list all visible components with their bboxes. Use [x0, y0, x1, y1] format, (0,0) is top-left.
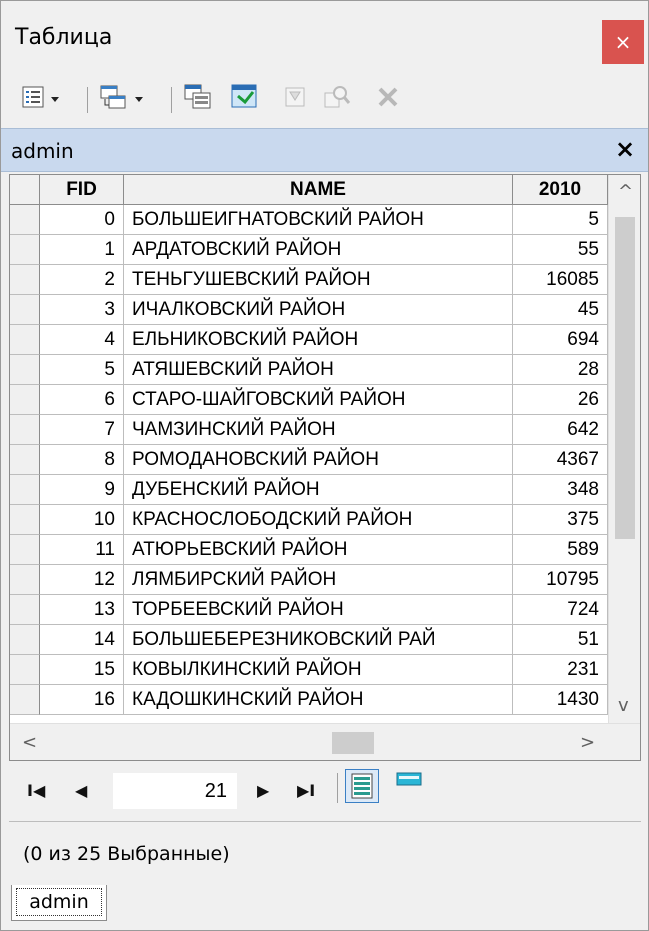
row-selector[interactable] [10, 475, 40, 505]
cell-2010[interactable]: 28 [513, 355, 608, 385]
chevron-down-icon [51, 97, 59, 102]
cell-name[interactable]: ТОРБЕЕВСКИЙ РАЙОН [124, 595, 513, 625]
cell-name[interactable]: ИЧАЛКОВСКИЙ РАЙОН [124, 295, 513, 325]
show-all-records-icon [346, 789, 378, 806]
cell-fid[interactable]: 16 [40, 685, 124, 715]
nav-separator [337, 773, 338, 803]
row-selector[interactable] [10, 415, 40, 445]
table-row[interactable] [10, 385, 608, 415]
cell-name[interactable]: БОЛЬШЕИГНАТОВСКИЙ РАЙОН [124, 205, 513, 235]
cell-fid[interactable]: 8 [40, 445, 124, 475]
row-selector[interactable] [10, 445, 40, 475]
cell-2010[interactable]: 26 [513, 385, 608, 415]
row-selector[interactable] [10, 595, 40, 625]
related-tables-icon [99, 83, 129, 116]
table-row[interactable] [10, 595, 608, 625]
horizontal-scrollbar[interactable] [10, 723, 640, 760]
show-selected-records-icon [393, 780, 425, 797]
column-header-name[interactable]: NAME [124, 175, 513, 205]
vertical-scrollbar[interactable] [608, 175, 640, 723]
title-bar [1, 1, 648, 75]
attribute-table [9, 174, 641, 761]
cell-2010[interactable]: 16085 [513, 265, 608, 295]
cell-name[interactable]: ДУБЕНСКИЙ РАЙОН [124, 475, 513, 505]
cell-2010[interactable]: 10795 [513, 565, 608, 595]
table-row[interactable] [10, 325, 608, 355]
cell-name[interactable]: ТЕНЬГУШЕВСКИЙ РАЙОН [124, 265, 513, 295]
toolbar-separator [171, 87, 172, 113]
cell-fid[interactable]: 2 [40, 265, 124, 295]
column-header-2010[interactable]: 2010 [513, 175, 608, 205]
cell-fid[interactable]: 11 [40, 535, 124, 565]
table-tab-header [1, 128, 648, 172]
cell-name[interactable]: КАДОШКИНСКИЙ РАЙОН [124, 685, 513, 715]
show-all-records-button[interactable] [345, 769, 379, 803]
cell-name[interactable]: АТЯШЕВСКИЙ РАЙОН [124, 355, 513, 385]
row-selector[interactable] [10, 295, 40, 325]
record-navigation [9, 763, 641, 819]
scroll-right-icon[interactable]: > [580, 732, 596, 753]
window-close-button[interactable]: × [602, 20, 644, 64]
current-record-input[interactable]: 21 [113, 773, 237, 809]
first-record-button[interactable]: I◀ [27, 781, 46, 800]
cell-name[interactable]: ЛЯМБИРСКИЙ РАЙОН [124, 565, 513, 595]
table-row[interactable] [10, 475, 608, 505]
related-tables-button[interactable] [99, 83, 143, 115]
horizontal-scroll-thumb[interactable] [332, 732, 374, 754]
last-record-button[interactable]: ▶I [297, 781, 316, 800]
table-row[interactable] [10, 295, 608, 325]
cell-fid[interactable]: 4 [40, 325, 124, 355]
switch-selection-icon [229, 82, 261, 117]
cell-fid[interactable]: 3 [40, 295, 124, 325]
table-row[interactable] [10, 265, 608, 295]
table-row[interactable] [10, 625, 608, 655]
row-selector[interactable] [10, 535, 40, 565]
row-selector[interactable] [10, 685, 40, 715]
select-all-cell[interactable] [10, 175, 40, 205]
column-header-fid[interactable]: FID [40, 175, 124, 205]
selection-status: (0 из 25 Выбранные) [23, 843, 230, 865]
table-row[interactable] [10, 355, 608, 385]
select-by-attributes-icon [183, 83, 213, 116]
cell-2010[interactable]: 4367 [513, 445, 608, 475]
cell-name[interactable]: БОЛЬШЕБЕРЕЗНИКОВСКИЙ РАЙ [124, 625, 513, 655]
cell-2010[interactable]: 694 [513, 325, 608, 355]
table-row[interactable] [10, 655, 608, 685]
row-selector[interactable] [10, 655, 40, 685]
select-by-attributes-button[interactable] [183, 83, 213, 115]
table-header-row [10, 175, 608, 205]
table-row[interactable] [10, 505, 608, 535]
row-selector[interactable] [10, 265, 40, 295]
cell-fid[interactable]: 10 [40, 505, 124, 535]
table-row[interactable] [10, 685, 608, 715]
vertical-scroll-thumb[interactable] [615, 217, 635, 539]
cell-name[interactable]: ЕЛЬНИКОВСКИЙ РАЙОН [124, 325, 513, 355]
delete-selected-icon [375, 84, 401, 115]
table-tab-label: admin [16, 888, 102, 916]
cell-fid[interactable]: 13 [40, 595, 124, 625]
cell-fid[interactable]: 1 [40, 235, 124, 265]
previous-record-button[interactable]: ◀ [75, 781, 88, 800]
cell-fid[interactable]: 7 [40, 415, 124, 445]
row-selector[interactable] [10, 625, 40, 655]
chevron-down-icon [135, 97, 143, 102]
switch-selection-button[interactable] [229, 83, 261, 115]
cell-2010[interactable]: 5 [513, 205, 608, 235]
zoom-to-selected-icon [323, 83, 351, 116]
row-selector[interactable] [10, 205, 40, 235]
cell-name[interactable]: РОМОДАНОВСКИЙ РАЙОН [124, 445, 513, 475]
toolbar-separator [87, 87, 88, 113]
cell-name[interactable]: КОВЫЛКИНСКИЙ РАЙОН [124, 655, 513, 685]
window-title: Таблица [15, 25, 113, 50]
cell-name[interactable]: АРДАТОВСКИЙ РАЙОН [124, 235, 513, 265]
scroll-up-icon[interactable]: ^ [618, 181, 634, 202]
cell-fid[interactable]: 15 [40, 655, 124, 685]
zoom-to-selected-button[interactable] [323, 83, 351, 115]
cell-name[interactable]: КРАСНОСЛОБОДСКИЙ РАЙОН [124, 505, 513, 535]
next-record-button[interactable]: ▶ [257, 781, 270, 800]
cell-fid[interactable]: 6 [40, 385, 124, 415]
cell-fid[interactable]: 9 [40, 475, 124, 505]
table-row[interactable] [10, 415, 608, 445]
cell-2010[interactable]: 375 [513, 505, 608, 535]
row-selector[interactable] [10, 235, 40, 265]
table-row[interactable] [10, 205, 608, 235]
cell-name[interactable]: ЧАМЗИНСКИЙ РАЙОН [124, 415, 513, 445]
cell-2010[interactable]: 724 [513, 595, 608, 625]
table-row[interactable] [10, 235, 608, 265]
toolbar [1, 75, 648, 125]
table-tab-close-button[interactable]: × [615, 135, 636, 163]
cell-2010[interactable]: 1430 [513, 685, 608, 715]
scroll-down-icon[interactable]: v [618, 695, 629, 716]
delete-selected-button[interactable] [375, 83, 401, 115]
row-selector[interactable] [10, 565, 40, 595]
cell-name[interactable]: АТЮРЬЕВСКИЙ РАЙОН [124, 535, 513, 565]
status-divider [9, 821, 641, 822]
table-row[interactable] [10, 535, 608, 565]
clear-selection-icon [283, 85, 307, 114]
cell-2010[interactable]: 45 [513, 295, 608, 325]
clear-selection-button[interactable] [283, 83, 307, 115]
cell-fid[interactable]: 0 [40, 205, 124, 235]
table-options-button[interactable] [21, 83, 59, 115]
table-options-icon [21, 85, 45, 114]
row-selector[interactable] [10, 385, 40, 415]
cell-2010[interactable]: 51 [513, 625, 608, 655]
cell-fid[interactable]: 12 [40, 565, 124, 595]
cell-name[interactable]: СТАРО-ШАЙГОВСКИЙ РАЙОН [124, 385, 513, 415]
table-grid [10, 175, 608, 723]
row-selector[interactable] [10, 355, 40, 385]
row-selector[interactable] [10, 505, 40, 535]
table-row[interactable] [10, 565, 608, 595]
cell-2010[interactable]: 642 [513, 415, 608, 445]
scroll-left-icon[interactable]: < [22, 732, 38, 753]
table-tab-title: admin [11, 139, 74, 163]
cell-2010[interactable]: 348 [513, 475, 608, 505]
cell-2010[interactable]: 55 [513, 235, 608, 265]
cell-fid[interactable]: 5 [40, 355, 124, 385]
row-selector[interactable] [10, 325, 40, 355]
table-tab-admin[interactable] [11, 885, 107, 921]
table-row[interactable] [10, 445, 608, 475]
show-selected-records-button[interactable] [393, 769, 427, 803]
cell-fid[interactable]: 14 [40, 625, 124, 655]
cell-2010[interactable]: 589 [513, 535, 608, 565]
cell-2010[interactable]: 231 [513, 655, 608, 685]
